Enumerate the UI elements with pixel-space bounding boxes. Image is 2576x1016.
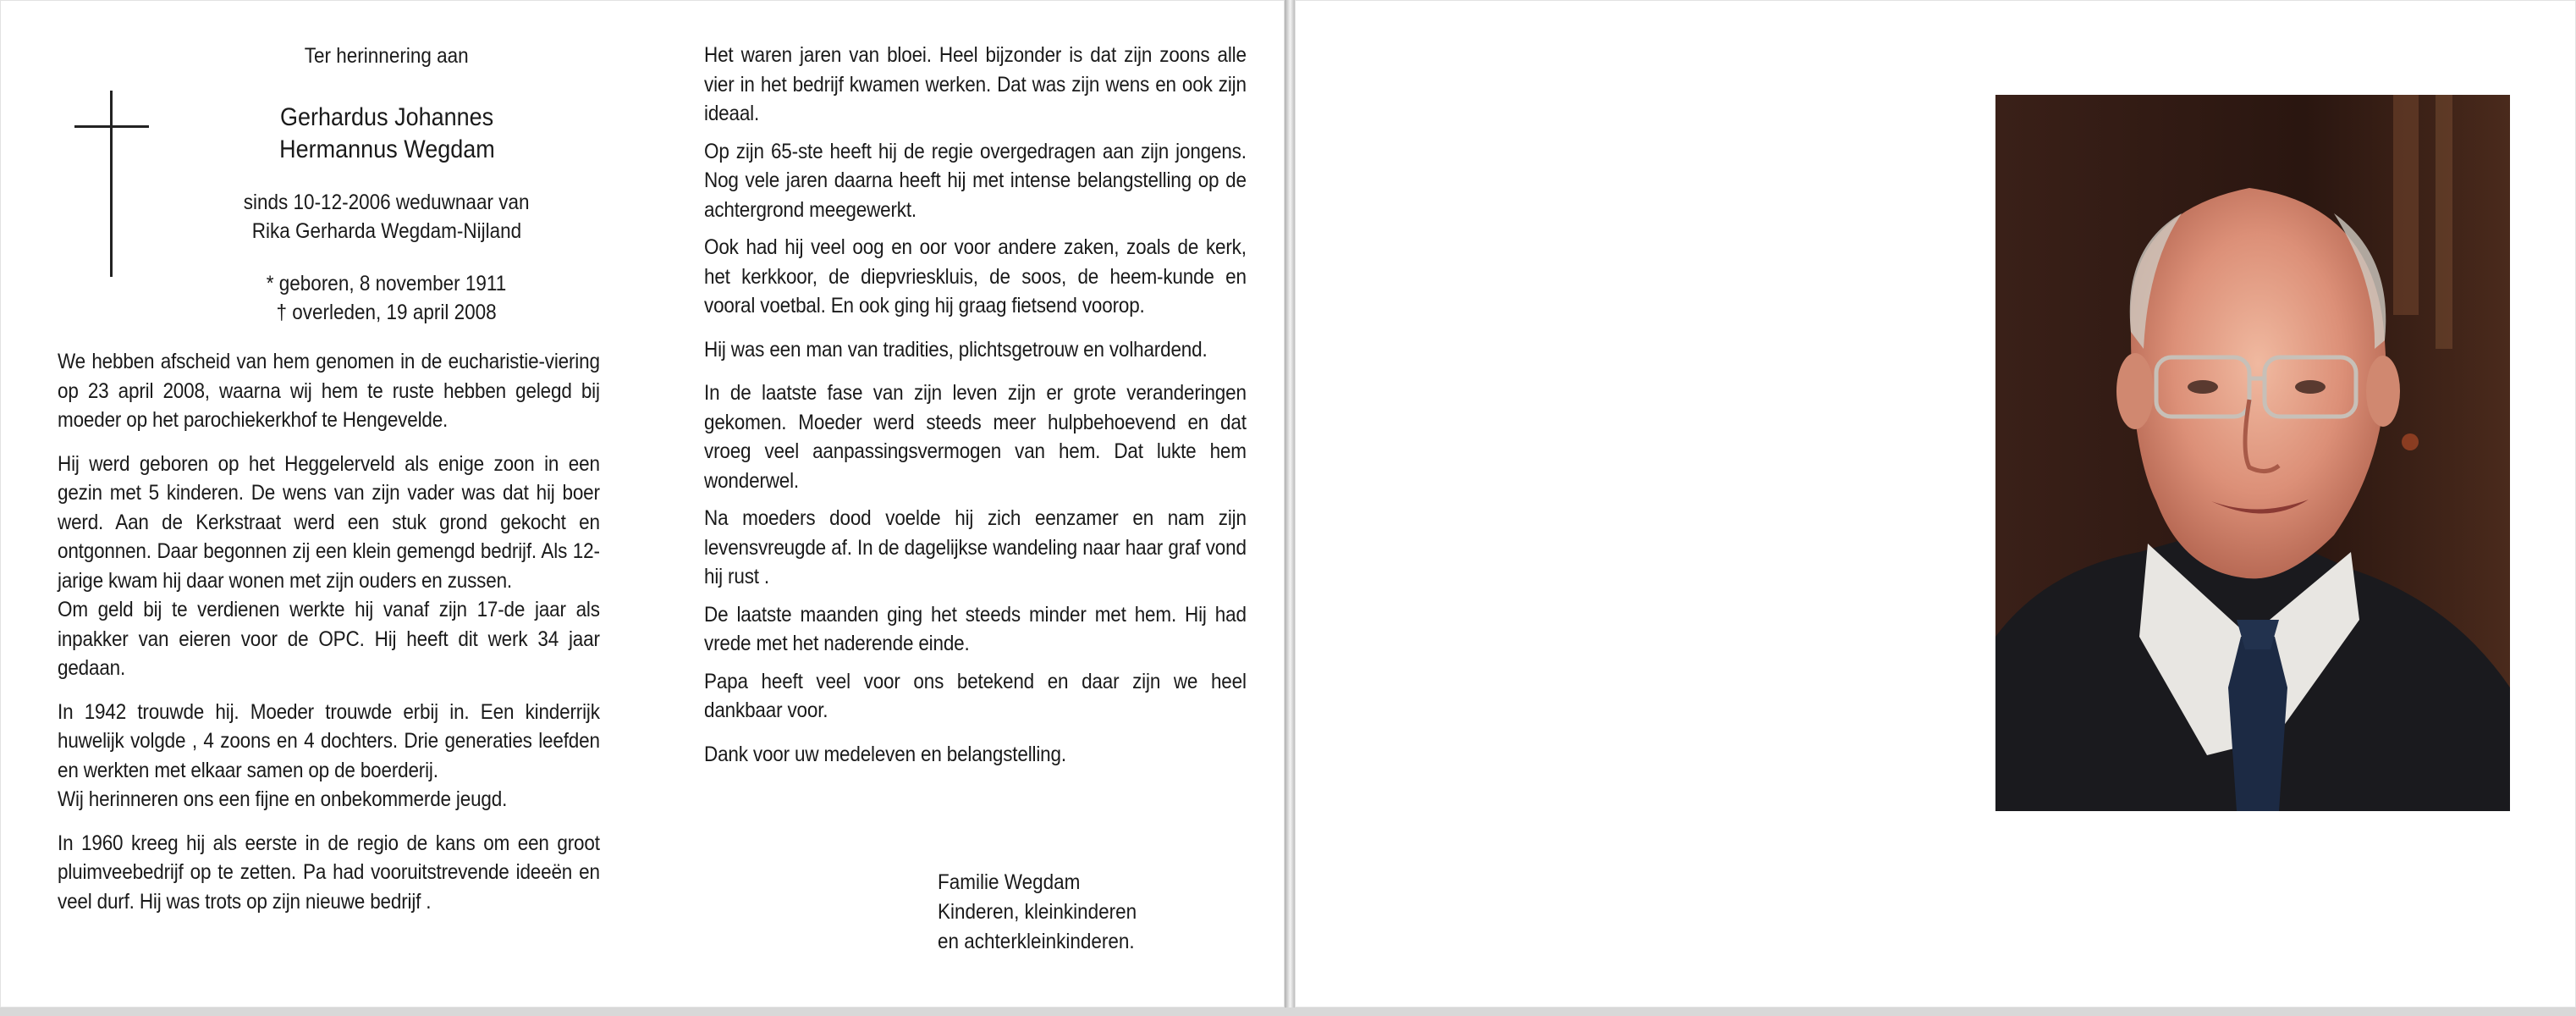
deceased-name [162,102,611,166]
scan-bottom-edge [0,1008,2576,1016]
card-inside-page [0,0,1285,1008]
paragraph: We hebben afscheid van hem genomen in de eucharistie-viering op 23 april 2008, waarna wij hem te ruste hebben gelegd bij moeder op het parochiekerkhof te Hengevelde. [58,350,600,432]
widower-line-2: Rika Gerharda Wegdam-Nijland [251,219,522,243]
paragraph: Hij werd geboren op het Heggelerveld als enige zoon in een gezin met 5 kinderen. De wens van zijn vader was dat hij boer werd. Aan de Kerkstraat werd een stuk grond gekocht en ontgonnen. Daar begonnen zij een klein gemengd bedrijf. Als 12-jarige kwam hij daar wonen met zijn ouders en zussen. [58,451,600,593]
paragraph: De laatste maanden ging het steeds minder met hem. Hij had vrede met het naderende einde. [704,602,1247,655]
closing-thanks: Dank voor uw medeleven en belangstelling. [704,742,1066,766]
paragraph: Hij was een man van tradities, plichtsgetrouw en volhardend. [704,337,1208,362]
signature-line: Familie Wegdam [938,870,1081,894]
widower-info [162,188,611,246]
life-dates [162,269,611,327]
right-text-column [704,41,1247,769]
signature-line: en achterkleinkinderen. [938,930,1135,953]
left-text-column [58,347,600,916]
death-date: † overleden, 19 april 2008 [276,301,498,324]
widower-line-1: sinds 10-12-2006 weduwnaar van [244,190,530,214]
paragraph: Op zijn 65-ste heeft hij de regie overgedragen aan zijn jongens. Nog vele jaren daarna heeft hij met intense belangstelling op de achtergrond meegewerkt. [704,139,1247,222]
paragraph: In de laatste fase van zijn leven zijn er grote veranderingen gekomen. Moeder werd steeds meer hulpbehoevend en dat vroeg veel aanpassingsvermogen van hem. Dat lukte hem wonderwel. [704,381,1247,493]
name-line-2: Hermannus Wegdam [278,135,495,163]
birth-date: * geboren, 8 november 1911 [267,272,507,295]
paragraph: In 1942 trouwde hij. Moeder trouwde erbij in. Een kinderrijk huwelijk volgde , 4 zoons en 4 dochters. Drie generaties leefden en werkten met elkaar samen op de boerderij. [58,699,600,782]
paragraph: Papa heeft veel voor ons betekend en daar zijn we heel dankbaar voor. [704,669,1247,722]
paragraph: In 1960 kreeg hij als eerste in de regio de kans om een groot pluimveebedrijf op te zetten. Pa had vooruitstrevende ideeën en veel durf. Hij was trots op zijn nieuwe bedrijf . [58,831,600,914]
portrait-photo [1995,95,2510,811]
paragraph: Om geld bij te verdienen werkte hij vanaf zijn 17-de jaar als inpakker van eieren voor de OPC. Hij heeft dit werk 34 jaar gedaan. [58,598,600,680]
paragraph: Het waren jaren van bloei. Heel bijzonder is dat zijn zoons alle vier in het bedrijf kwamen werken. Dat was zijn wens en ook zijn ideaal. [704,43,1247,125]
cross-icon [110,91,113,277]
signature-block [938,868,1137,957]
card-fold [1285,0,1295,1016]
signature-line: Kinderen, kleinkinderen [938,900,1137,924]
cross-icon-bar [74,125,149,128]
paragraph: Ook had hij veel oog en oor voor andere zaken, zoals de kerk, het kerkkoor, de diepvrieskluis, de soos, de heem-kunde en vooral voetbal. En ook ging hij graag fietsend voorop. [704,235,1247,318]
card-intro: Ter herinnering aan [305,44,469,68]
paragraph: Na moeders dood voelde hij zich eenzamer en nam zijn levensvreugde af. In de dagelijkse wandeling naar haar graf vond hij rust . [704,506,1247,588]
name-line-1: Gerhardus Johannes [279,103,494,131]
paragraph: Wij herinneren ons een fijne en onbekommerde jeugd. [58,787,508,811]
